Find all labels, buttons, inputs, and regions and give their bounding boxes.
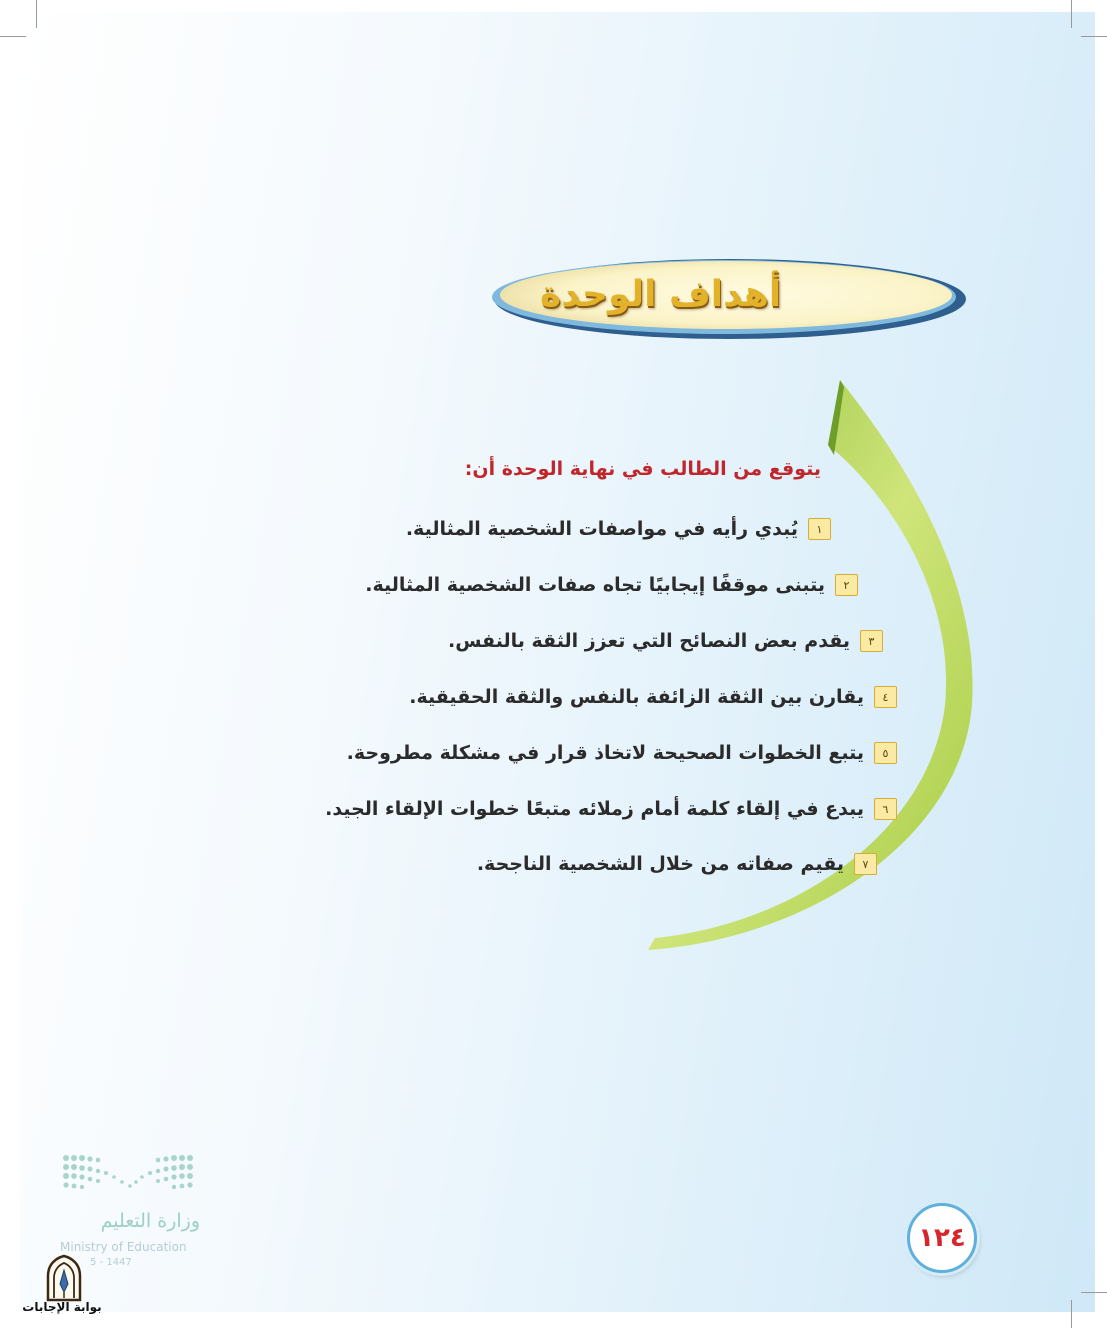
objective-number: ٢ — [835, 574, 858, 596]
crop-mark — [0, 36, 26, 37]
objective-item — [448, 630, 883, 652]
crop-mark — [1081, 36, 1107, 37]
objective-item — [365, 574, 858, 596]
objective-item — [406, 518, 831, 540]
objective-text: يقدم بعض النصائح التي تعزز الثقة بالنفس. — [447, 630, 850, 652]
ministry-year: 5 - 1447 — [90, 1257, 132, 1268]
watermark-text: بوابة الإجابات — [22, 1300, 102, 1314]
crop-mark — [1081, 1292, 1107, 1293]
objective-item — [347, 742, 897, 764]
objective-number: ٤ — [874, 686, 897, 708]
objectives-intro: يتوقع من الطالب في نهاية الوحدة أن: — [464, 458, 821, 480]
crop-mark — [1071, 0, 1072, 28]
watermark-logo-icon — [42, 1254, 86, 1302]
page-number: ١٢٤ — [918, 1223, 966, 1253]
objective-number: ١ — [808, 518, 831, 540]
page-number-badge — [907, 1203, 977, 1273]
objective-text: يتبنى موقفًا إيجابيًا تجاه صفات الشخصية المثالية. — [365, 574, 825, 596]
objective-number: ٧ — [854, 853, 877, 875]
objective-number: ٣ — [860, 630, 883, 652]
objective-text: يُبدي رأيه في مواصفات الشخصية المثالية. — [405, 518, 798, 540]
objective-number: ٦ — [874, 798, 897, 820]
crop-mark — [1071, 1300, 1072, 1328]
objective-item — [477, 853, 877, 875]
objective-text: يقيم صفاته من خلال الشخصية الناجحة. — [476, 853, 844, 875]
ministry-name-arabic: وزارة التعليم — [100, 1210, 200, 1232]
objective-text: يتبع الخطوات الصحيحة لاتخاذ قرار في مشكلة مطروحة. — [346, 742, 864, 764]
ministry-name-english: Ministry of Education — [60, 1240, 187, 1254]
objective-item — [409, 686, 897, 708]
ministry-logo-icon — [58, 1150, 203, 1210]
objective-text: يبدع في إلقاء كلمة أمام زملائه متبعًا خطوات الإلقاء الجيد. — [325, 798, 864, 820]
objective-text: يقارن بين الثقة الزائفة بالنفس والثقة الحقيقية. — [409, 686, 864, 708]
objective-number: ٥ — [874, 742, 897, 764]
objective-item — [325, 798, 897, 820]
unit-objectives-title: أهداف الوحدة — [540, 273, 782, 315]
crop-mark — [36, 0, 37, 28]
